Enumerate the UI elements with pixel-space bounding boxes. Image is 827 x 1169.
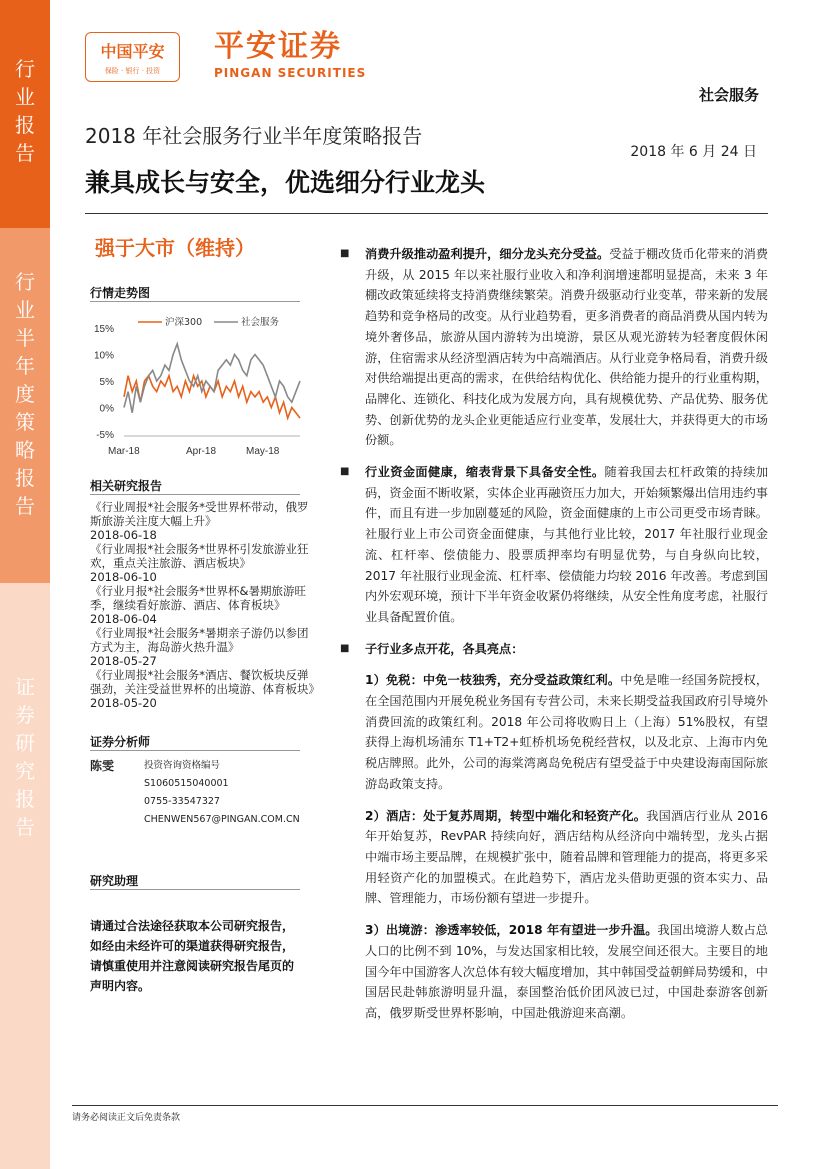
subparagraph-lead: 3）出境游：渗透率较低，2018 年有望进一步升温。: [365, 923, 658, 938]
related-report-title[interactable]: 《行业周报*社会服务*酒店、餐饮板块反弹强劲，关注受益世界杯的出境游、体育板块》: [90, 668, 320, 696]
paragraph-body: 受益于棚改货币化带来的消费升级，从 2015 年以来社服行业收入和净利润增速都明显提高，未来 3 年棚改政策延续将支持消费继续繁荣。消费升级驱动行业变革，带来新的发展趋势和竞争格局的改变。从行业趋势看，更多消费者的商品消费从国内转为境外奢侈品，旅游从国内游转为出境游，景区从观光游转为轻奢度假休闲游，住宿需求从经济型酒店转为中高端酒店。从行业竞争格局看，消费升级对供给端提出更高的需求，在供给结构优化、供给能力提升的行业重构期，品牌化、连锁化、科技化成为发展方向，具有规模优势、产品优势、服务优势、创新优势的龙头企业更能适应行业变革，发展壮大，并获得更大的市场份额。: [365, 247, 769, 448]
brand-name: [214, 30, 366, 80]
related-report-title[interactable]: 《行业周报*社会服务*暑期亲子游仍以参团方式为主，海岛游火热升温》: [90, 626, 309, 654]
headline: 兼具成长与安全，优选细分行业龙头: [85, 168, 486, 197]
sector-label: 社会服务: [698, 86, 759, 104]
strip-char: 半: [15, 326, 35, 350]
subparagraph-outbound: [340, 920, 768, 1024]
subparagraph-lead: 1）免税：中免一枝独秀，充分受益政策红利。: [365, 673, 621, 688]
footer-disclaimer: 请务必阅读正文后免责条款: [72, 1113, 181, 1123]
strip-char: 略: [15, 438, 35, 462]
related-report-title[interactable]: 《行业周报*社会服务*世界杯引发旅游业狂欢，重点关注旅游、酒店板块》: [90, 542, 309, 570]
x-tick-label: Mar-18: [108, 446, 140, 457]
strip-char: 业: [15, 85, 35, 109]
strip-char: 策: [15, 410, 35, 434]
pingan-logo: [85, 32, 180, 82]
strip-char: 年: [15, 354, 35, 378]
report-title: 2018 年社会服务行业半年度策略报告: [85, 124, 423, 148]
logo-sub-text: 保险 · 银行 · 投资: [104, 66, 161, 75]
subparagraph-hotel: [340, 806, 768, 910]
analyst-divider: [90, 750, 300, 751]
y-tick-label: -5%: [96, 430, 114, 441]
analyst-contact-line: 投资咨询资格编号: [144, 760, 221, 771]
related-report-date: 2018-06-10: [90, 570, 157, 584]
strip-research-report: [0, 583, 50, 1169]
y-tick-label: 10%: [93, 350, 114, 362]
subparagraph-dutyfree: [340, 670, 768, 794]
related-report-title[interactable]: 《行业周报*社会服务*受世界杯带动，俄罗斯旅游关注度大幅上升》: [90, 500, 309, 528]
related-label: 相关研究报告: [90, 479, 163, 493]
strip-report-type: [0, 0, 50, 228]
related-report-date: 2018-05-20: [90, 696, 157, 710]
chart-label-divider: [90, 301, 300, 302]
strip-char: 报: [15, 787, 35, 811]
subparagraph-body: 我国酒店行业从 2016 年开始复苏，RevPAR 持续向好，酒店结构从经济向中端转型，龙头占据中端市场主要品牌，在规模扩张中，随着品牌和管理能力的提高，将更多采用轻资产化的加盟模式。在此趋势下，酒店龙头借助更强的资本实力、品牌、管理能力，市场份额有望进一步提升。: [365, 808, 769, 906]
related-report-date: 2018-06-18: [90, 528, 157, 542]
strip-char: 告: [15, 141, 35, 165]
strip-char: 行: [15, 57, 35, 81]
main-content: [340, 244, 768, 1035]
subparagraph-lead: 2）酒店：处于复苏周期，转型中端化和轻资产化。: [365, 808, 647, 823]
y-tick-label: 0%: [99, 403, 114, 415]
chart-label: 行情走势图: [90, 286, 151, 300]
related-report-date: 2018-05-27: [90, 654, 157, 668]
paragraph-subsectors: [340, 639, 768, 660]
strip-char: 研: [15, 731, 35, 755]
paragraph-lead: 行业资金面健康，缩表背景下具备安全性。: [365, 465, 605, 480]
side-strip: [0, 0, 50, 1169]
paragraph-body: 随着我国去杠杆政策的持续加码，资金面不断收紧，实体企业再融资压力加大，开始频繁爆出信用违约事件，而且有进一步加剧蔓延的风险，资金面健康的上市公司更受市场青睐。社服行业上市公司资金面健康，与其他行业比较，2017 年社服行业现金流、杠杆率、偿债能力、股票质押率均有明显优势，与自身纵向比较，2017 年社服行业现金流、杠杆率、偿债能力均较 2016 年改善。考虑到国内外宏观环境，预计下半年资金收紧仍将继续，从安全性角度考虑，社服行业具备配置价值。: [365, 465, 769, 624]
strip-char: 证: [15, 675, 35, 699]
analyst-contact-line: CHENWEN567@PINGAN.COM.CN: [144, 814, 300, 825]
related-reports-list: [90, 500, 320, 710]
square-bullet-icon: ■: [340, 642, 350, 654]
strip-char: 度: [15, 382, 35, 406]
legend-label: 沪深300: [165, 317, 203, 328]
legal-notice: 请通过合法途径获取本公司研究报告，如经由未经许可的渠道获得研究报告，请慎重使用并注意阅读研究报告尾页的声明内容。: [90, 919, 295, 993]
analyst-name: 陈雯: [90, 759, 115, 773]
related-report-date: 2018-06-04: [90, 612, 157, 626]
square-bullet-icon: ■: [340, 248, 350, 259]
paragraph-lead: 子行业多点开花，各具亮点：: [365, 641, 524, 656]
strip-char: 告: [15, 494, 35, 518]
brand-en: PINGAN SECURITIES: [214, 66, 367, 80]
assistant-divider: [90, 889, 300, 890]
strip-char: 券: [15, 703, 35, 727]
subparagraph-body: 我国出境游人数占总人口的比例不到 10%，与发达国家相比较，发展空间还很大。主要目的地国今年中国游客人次总体有较大幅度增加，其中韩国受益朝鲜局势缓和，中国居民赴韩旅游明显升温，泰国整治低价团风波已过，中国赴泰游客创新高，俄罗斯受世界杯影响，中国赴俄游迎来高潮。: [365, 923, 768, 1020]
analyst-contact-line: S1060515040001: [144, 778, 229, 789]
header-divider: [85, 213, 768, 214]
analyst-contact: [144, 757, 300, 829]
y-tick-label: 5%: [99, 377, 114, 388]
rating: 强于大市（维持）: [95, 236, 255, 260]
related-report-title[interactable]: 《行业月报*社会服务*世界杯&暑期旅游旺季，继续看好旅游、酒店、体育板块》: [90, 584, 306, 612]
series-line: [124, 376, 300, 418]
x-tick-label: Apr-18: [186, 446, 217, 457]
footer-divider: [72, 1105, 778, 1106]
report-date: 2018 年 6 月 24 日: [630, 144, 757, 160]
strip-char: 究: [15, 759, 35, 783]
square-bullet-icon: ■: [340, 466, 350, 478]
analyst-label: 证券分析师: [90, 735, 151, 749]
strip-char: 报: [15, 466, 35, 490]
paragraph-consumption: [340, 244, 768, 451]
strip-char: 业: [15, 298, 35, 322]
logo-main-text: 中国平安: [100, 41, 165, 61]
legend-label: 社会服务: [241, 317, 280, 328]
assistant-label: 研究助理: [90, 874, 139, 888]
strip-char: 报: [15, 113, 35, 137]
y-tick-label: 15%: [93, 324, 114, 335]
subparagraph-body: 中免是唯一经国务院授权，在全国范围内开展免税业务国有专营公司，未来长期受益我国政府引导境外消费回流的政策红利。2018 年公司将收购日上（上海）51%股权，有望获得上海机场浦东 T1+T2+虹桥机场免税经营权，以及北京、上海市内免税店牌照。此外，公司的海棠湾离岛免税店有望受益于中央建设海南国际旅游岛政策支持。: [365, 673, 769, 791]
paragraph-lead: 消费升级推动盈利提升，细分龙头充分受益。: [365, 247, 610, 261]
strip-char: 告: [15, 815, 35, 839]
strip-report-subtype: [0, 228, 50, 583]
strip-char: 行: [15, 270, 35, 294]
paragraph-capital: [340, 462, 768, 628]
analyst-contact-line: 0755-33547327: [144, 796, 220, 807]
x-tick-label: May-18: [246, 446, 280, 457]
market-trend-chart: [88, 308, 308, 458]
brand-cn: 平安证券: [214, 29, 342, 64]
related-divider: [90, 494, 300, 495]
